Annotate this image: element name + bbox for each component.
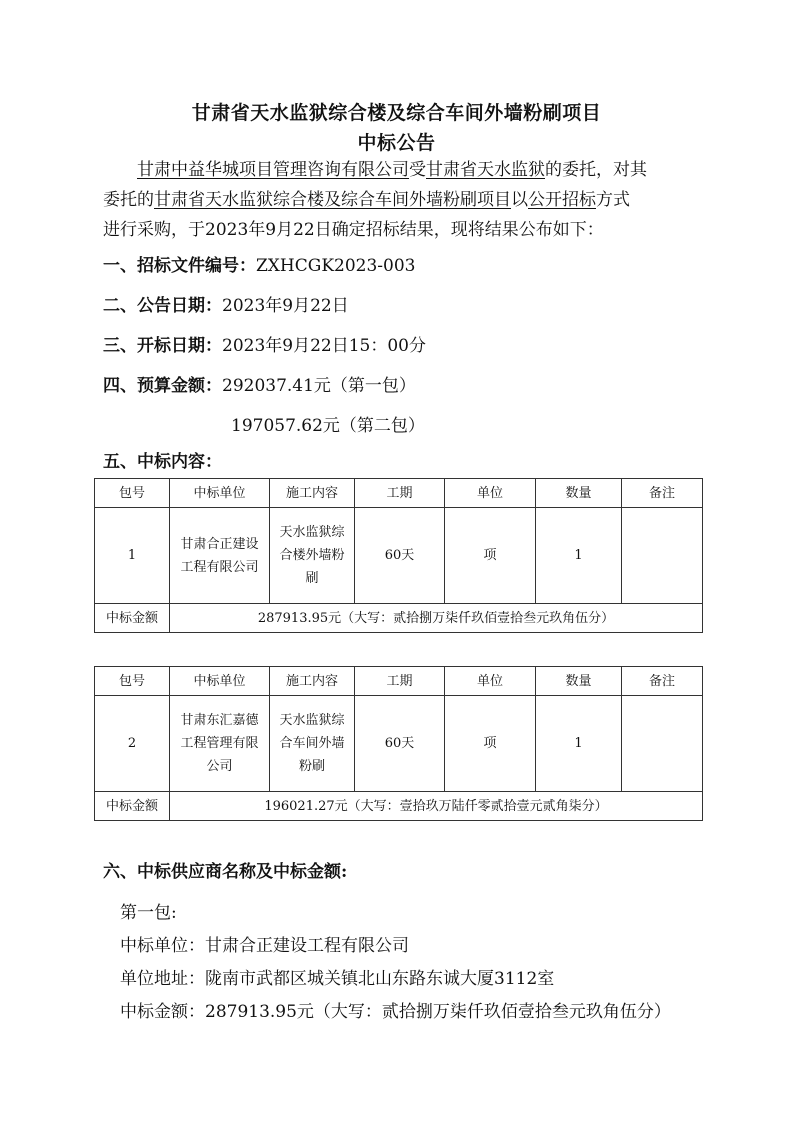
table-row — [95, 508, 703, 604]
package-no: 1 — [95, 508, 170, 604]
header-content: 施工内容 — [270, 667, 355, 696]
intro-text-3: 委托的 — [103, 190, 154, 210]
amount-label: 中标金额 — [95, 604, 170, 633]
duration: 60天 — [355, 696, 445, 792]
supplier-address: 单位地址：陇南市武都区城关镇北山东路东诚大厦3112室 — [120, 969, 555, 989]
section-label: 二、公告日期： — [103, 296, 222, 316]
intro-text-5: 方式 — [596, 190, 630, 210]
package-no: 2 — [95, 696, 170, 792]
section-award-content — [103, 447, 222, 472]
header-winner: 中标单位 — [170, 667, 270, 696]
project-name: 甘肃省天水监狱综合楼及综合车间外墙粉刷项目 — [154, 190, 511, 210]
duration: 60天 — [355, 508, 445, 604]
winner-name: 甘肃东汇嘉德工程管理有限公司 — [170, 696, 270, 792]
intro-paragraph — [103, 155, 703, 245]
supplier-package: 第一包: — [120, 903, 177, 923]
header-package-no: 包号 — [95, 479, 170, 508]
header-winner: 中标单位 — [170, 479, 270, 508]
section-opening-date — [103, 331, 426, 356]
quantity: 1 — [536, 508, 622, 604]
header-content: 施工内容 — [270, 479, 355, 508]
work-content: 天水监狱综合楼外墙粉刷 — [270, 508, 355, 604]
award-table-package-1 — [94, 478, 703, 633]
section-label: 一、招标文件编号： — [103, 256, 256, 276]
header-duration: 工期 — [355, 479, 445, 508]
budget-package-1: 292037.41元（第一包） — [222, 376, 416, 396]
table-row — [95, 696, 703, 792]
section-label: 三、开标日期： — [103, 336, 222, 356]
work-content: 天水监狱综合车间外墙粉刷 — [270, 696, 355, 792]
award-table-package-2 — [94, 666, 703, 821]
intro-text-1: 受 — [409, 160, 426, 180]
amount-row — [95, 604, 703, 633]
unit: 项 — [445, 508, 536, 604]
header-quantity: 数量 — [536, 479, 622, 508]
procurement-method: 公开招标 — [528, 190, 596, 210]
agency-name: 甘肃中益华城项目管理咨询有限公司 — [137, 160, 409, 180]
supplier-winner: 中标单位：甘肃合正建设工程有限公司 — [120, 936, 409, 956]
supplier-amount: 中标金额：287913.95元（大写：贰拾捌万柒仟玖佰壹拾叁元玖角伍分） — [120, 1002, 671, 1022]
budget-package-2: 197057.62元（第二包） — [231, 416, 425, 436]
header-remark: 备注 — [622, 479, 703, 508]
section-announce-date — [103, 291, 349, 316]
header-unit: 单位 — [445, 667, 536, 696]
award-amount: 196021.27元（大写：壹拾玖万陆仟零贰拾壹元贰角柒分） — [170, 792, 703, 821]
header-package-no: 包号 — [95, 667, 170, 696]
unit: 项 — [445, 696, 536, 792]
announce-date: 2023年9月22日 — [222, 296, 349, 316]
table-header-row — [95, 479, 703, 508]
document-subtitle: 中标公告 — [357, 132, 436, 154]
document-title: 甘肃省天水监狱综合楼及综合车间外墙粉刷项目 — [191, 102, 602, 124]
header-duration: 工期 — [355, 667, 445, 696]
header-unit: 单位 — [445, 479, 536, 508]
header-remark: 备注 — [622, 667, 703, 696]
remark — [622, 696, 703, 792]
opening-date: 2023年9月22日15：00分 — [222, 336, 426, 356]
client-name: 甘肃省天水监狱 — [426, 160, 545, 180]
section-tender-number — [103, 251, 415, 276]
header-quantity: 数量 — [536, 667, 622, 696]
amount-row — [95, 792, 703, 821]
section-suppliers — [103, 857, 347, 882]
intro-text-6: 进行采购，于2023年9月22日确定招标结果，现将结果公布如下： — [103, 220, 604, 240]
section-label: 五、中标内容： — [103, 452, 222, 472]
section-budget — [103, 371, 416, 396]
remark — [622, 508, 703, 604]
award-amount: 287913.95元（大写：贰拾捌万柒仟玖佰壹拾叁元玖角伍分） — [170, 604, 703, 633]
tender-number: ZXHCGK2023-003 — [256, 256, 416, 276]
intro-text-2: 的委托，对其 — [545, 160, 647, 180]
amount-label: 中标金额 — [95, 792, 170, 821]
intro-text-4: 以 — [511, 190, 528, 210]
table-header-row — [95, 667, 703, 696]
section-label: 六、中标供应商名称及中标金额: — [103, 862, 348, 882]
winner-name: 甘肃合正建设工程有限公司 — [170, 508, 270, 604]
section-label: 四、预算金额： — [103, 376, 222, 396]
quantity: 1 — [536, 696, 622, 792]
